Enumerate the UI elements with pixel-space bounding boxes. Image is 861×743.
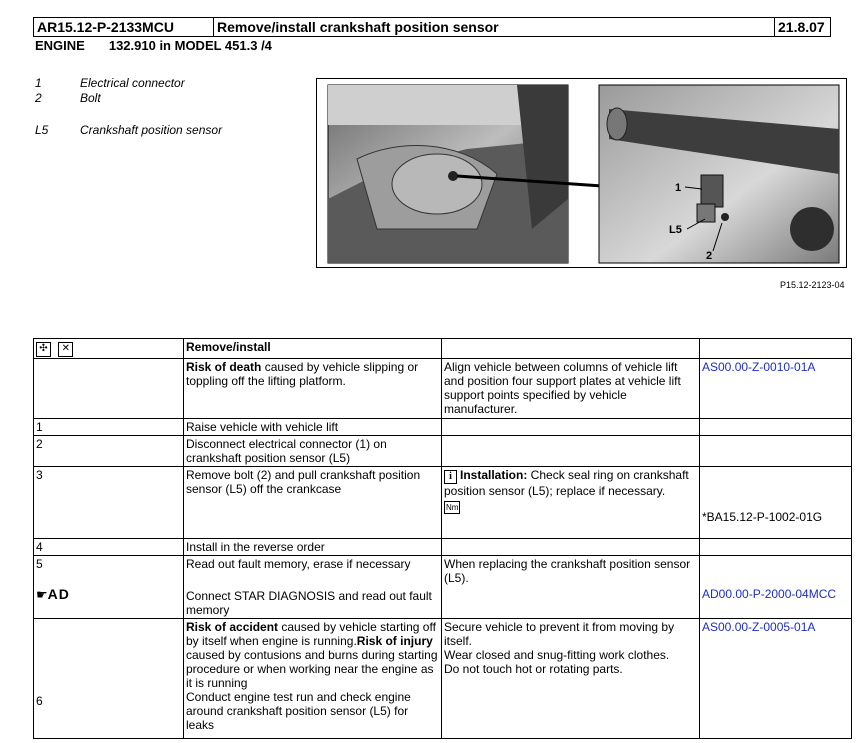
engine-line bbox=[35, 38, 272, 53]
note-cell: When replacing the crankshaft position sensor (L5). bbox=[442, 556, 700, 619]
table-row: Remove bolt (2) and pull crankshaft position sensor (L5) off the crankcase bbox=[184, 467, 442, 539]
callout-2: 2 bbox=[706, 250, 713, 262]
table-row: Risk of accident caused by vehicle starting off by itself when engine is running.Risk of injury caused by contusions and burns during starting procedure or when working near the engine as it is running Conduct engine test run and check engine around crankshaft position sensor (L5) for leaks bbox=[184, 619, 442, 739]
step-cell: 4 bbox=[34, 539, 184, 556]
figure-illustration bbox=[317, 79, 846, 267]
legend-text-L5: Crankshaft position sensor bbox=[80, 123, 223, 137]
step-cell: 6 bbox=[34, 619, 184, 739]
info-icon: i bbox=[444, 470, 457, 484]
sensor-location-figure bbox=[316, 78, 847, 268]
legend-key-1: 1 bbox=[35, 76, 42, 90]
torque-reference[interactable]: *BA15.12-P-1002-01G bbox=[702, 510, 823, 524]
document-id: AR15.12-P-2133MCU bbox=[34, 18, 214, 36]
procedure-table bbox=[33, 338, 852, 739]
note-cell: Align vehicle between columns of vehicle lift and position four support plates at vehicle lift support points specified by vehicle manufacturer. bbox=[442, 359, 700, 419]
diagnosis-hand-icon[interactable]: ☛AD bbox=[36, 586, 70, 602]
reference-cell bbox=[700, 556, 852, 619]
note-cell: Secure vehicle to prevent it from moving by itself. Wear closed and snug-fitting work clothes. Do not touch hot or rotating parts. bbox=[442, 619, 700, 739]
step-cell: 1 bbox=[34, 419, 184, 436]
step-cell bbox=[34, 359, 184, 419]
legend-key-2: 2 bbox=[35, 91, 42, 105]
legend-key-L5: L5 bbox=[35, 123, 49, 137]
callout-1: 1 bbox=[675, 182, 682, 194]
step-cell: 3 bbox=[34, 467, 184, 539]
document-title: Remove/install crankshaft position sensor bbox=[214, 18, 775, 36]
table-row: Install in the reverse order bbox=[184, 539, 442, 556]
figure-reference: P15.12-2123-04 bbox=[780, 280, 845, 290]
engine-label: ENGINE bbox=[35, 38, 85, 53]
toolbar-cell bbox=[34, 339, 184, 359]
reference-link[interactable]: AS00.00-Z-0010-01A bbox=[700, 359, 852, 419]
note-cell: i Installation: Check seal ring on crankshaft position sensor (L5); replace if necessary. Nm bbox=[442, 467, 700, 539]
document-header bbox=[33, 17, 831, 37]
table-row: Read out fault memory, erase if necessary Connect STAR DIAGNOSIS and read out fault memory bbox=[184, 556, 442, 619]
step-cell: 2 bbox=[34, 436, 184, 467]
expand-icon[interactable]: ✣ bbox=[36, 342, 51, 357]
table-row: Disconnect electrical connector (1) on crankshaft position sensor (L5) bbox=[184, 436, 442, 467]
reference-cell bbox=[700, 467, 852, 539]
step-cell: 5 ☛AD bbox=[34, 556, 184, 619]
engine-model: 132.910 in MODEL 451.3 /4 bbox=[108, 38, 272, 53]
sensor-closeup-photo bbox=[599, 85, 839, 263]
table-heading: Remove/install bbox=[184, 339, 442, 359]
table-row: Raise vehicle with vehicle lift bbox=[184, 419, 442, 436]
legend-text-2: Bolt bbox=[80, 91, 101, 105]
underbody-photo bbox=[328, 85, 568, 263]
callout-L5: L5 bbox=[669, 224, 682, 236]
torque-nm-icon[interactable]: Nm bbox=[446, 503, 459, 512]
reference-link[interactable]: AD00.00-P-2000-04MCC bbox=[702, 587, 837, 601]
legend-text-1: Electrical connector bbox=[80, 76, 185, 90]
collapse-icon[interactable]: ✕ bbox=[58, 342, 73, 357]
table-row: Risk of death caused by vehicle slipping or toppling off the lifting platform. bbox=[184, 359, 442, 419]
reference-link[interactable]: AS00.00-Z-0005-01A bbox=[700, 619, 852, 739]
document-date: 21.8.07 bbox=[778, 19, 825, 35]
